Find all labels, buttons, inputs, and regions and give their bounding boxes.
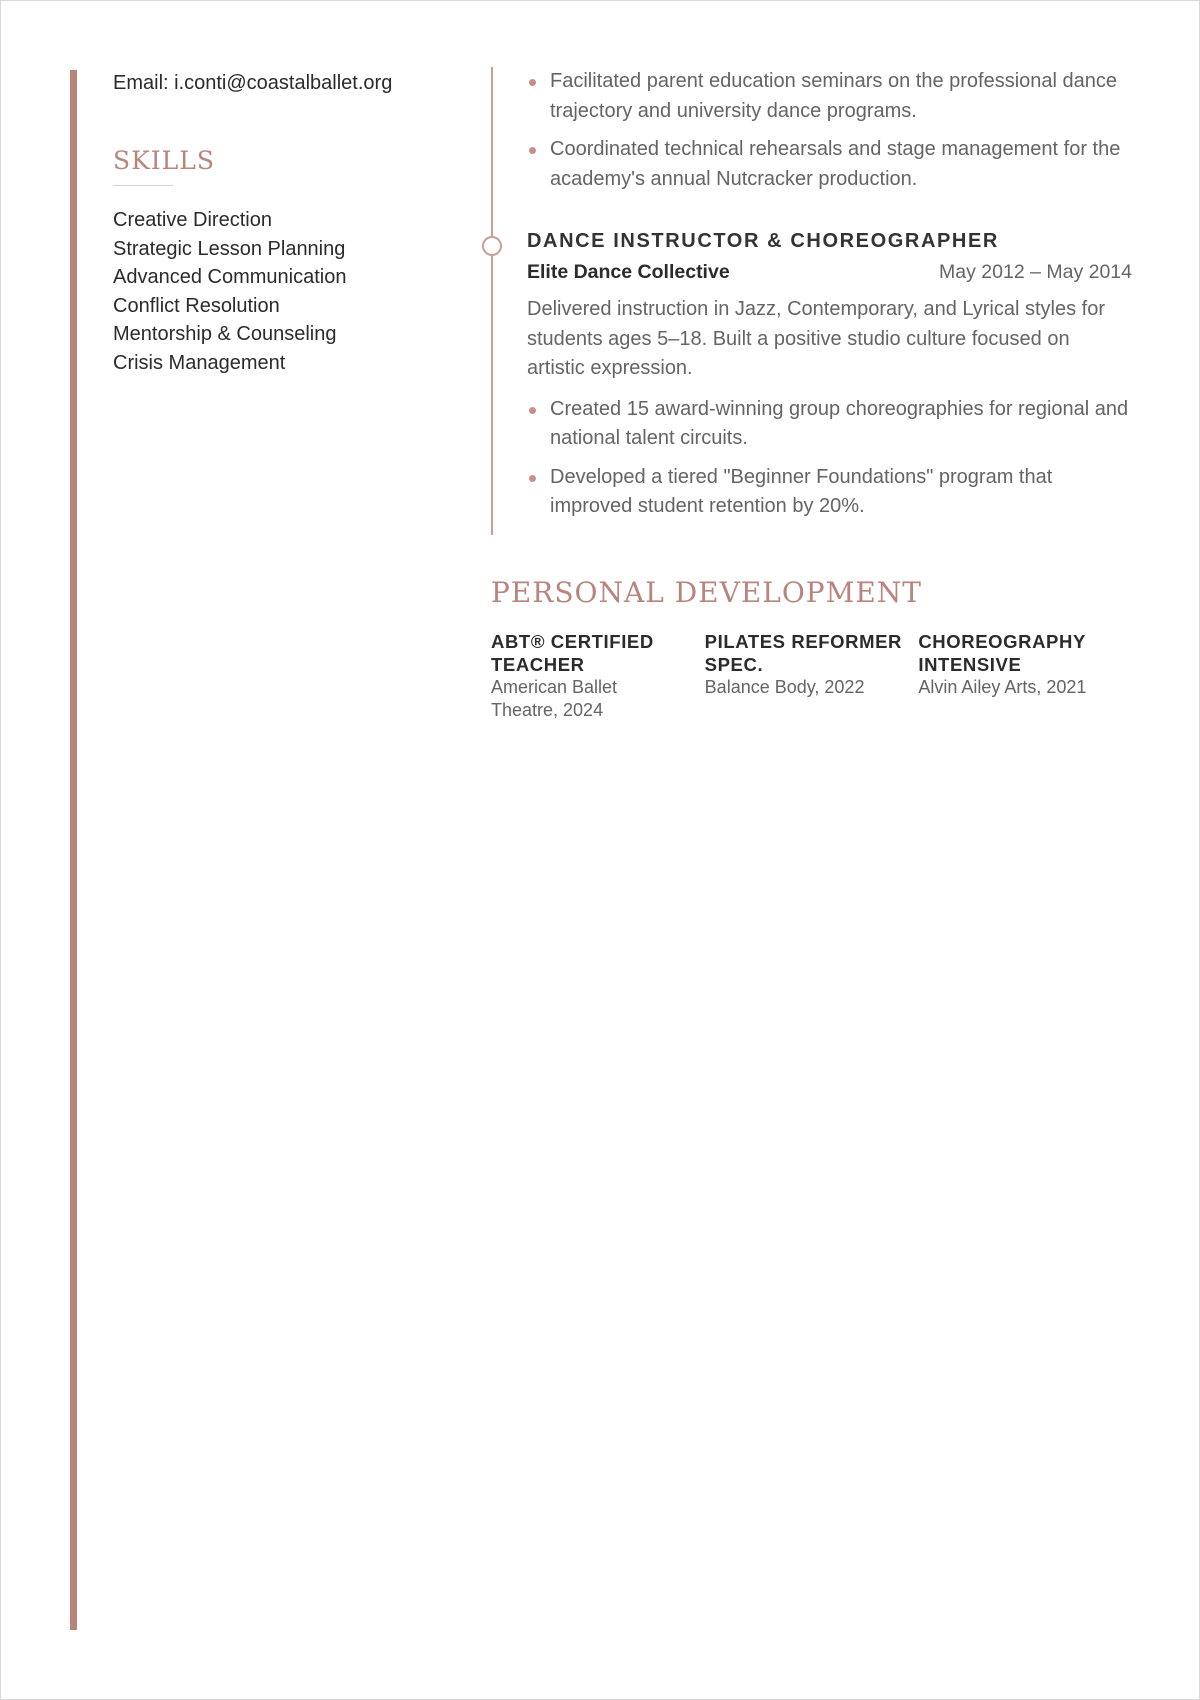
previous-job-bullets xyxy=(527,67,1132,194)
certification xyxy=(705,630,919,722)
timeline-node-icon xyxy=(482,236,502,256)
bullet-text: Facilitated parent education seminars on the professional dance trajectory and university dance programs. xyxy=(550,70,1118,122)
certifications-grid xyxy=(491,630,1132,722)
skill-item: Strategic Lesson Planning xyxy=(113,237,346,260)
bullet-item xyxy=(527,135,1132,194)
bullet-text: Developed a tiered "Beginner Foundations" program that improved student retention by 20%. xyxy=(550,465,1053,517)
certification xyxy=(918,630,1132,722)
bullet-dot-icon xyxy=(529,407,536,414)
skills-list xyxy=(113,206,473,377)
bullet-dot-icon xyxy=(529,79,536,86)
email-line: Email: i.conti@coastalballet.org xyxy=(113,72,393,94)
skill-item: Conflict Resolution xyxy=(113,294,280,317)
skill-item: Creative Direction xyxy=(113,209,272,231)
bullet-dot-icon xyxy=(529,147,536,154)
skill-item: Mentorship & Counseling xyxy=(113,323,337,345)
job-entry xyxy=(527,224,1132,522)
job-dates: May 2012 – May 2014 xyxy=(939,261,1132,283)
bullet-dot-icon xyxy=(529,475,536,482)
company-name: Elite Dance Collective xyxy=(527,261,730,283)
experience-timeline xyxy=(491,67,1132,535)
certification-title: ABT® CERTIFIED TEACHER xyxy=(491,630,654,675)
personal-development-heading: PERSONAL DEVELOPMENT xyxy=(491,575,922,609)
certification-org: Alvin Ailey Arts, 2021 xyxy=(918,676,1087,697)
bullet-item xyxy=(527,67,1132,126)
bullet-item xyxy=(527,395,1132,454)
skill-item: Crisis Management xyxy=(113,351,286,374)
certification xyxy=(491,630,705,722)
main-column xyxy=(491,67,1132,722)
skill-item: Advanced Communication xyxy=(113,266,347,288)
job-meta xyxy=(527,258,1132,286)
bullet-item xyxy=(527,463,1132,522)
bullet-text: Coordinated technical rehearsals and stage management for the academy's annual Nutcracker production. xyxy=(550,138,1121,190)
job-bullets xyxy=(527,395,1132,522)
certification-org: American Ballet Theatre, 2024 xyxy=(491,676,618,720)
sidebar xyxy=(113,67,473,377)
certification-title: CHOREOGRAPHY INTENSIVE xyxy=(918,630,1086,675)
job-description: Delivered instruction in Jazz, Contemporary, and Lyrical styles for students ages 5–18. Built a positive studio culture focused on artistic expression. xyxy=(527,298,1106,379)
skills-underline xyxy=(113,185,173,186)
bullet-text: Created 15 award-winning group choreographies for regional and national talent circuits. xyxy=(550,397,1129,449)
accent-bar xyxy=(70,70,77,1630)
skills-heading: SKILLS xyxy=(113,146,216,175)
job-title: DANCE INSTRUCTOR & CHOREOGRAPHER xyxy=(527,230,999,252)
certification-org: Balance Body, 2022 xyxy=(704,676,865,697)
certification-title: PILATES REFORMER SPEC. xyxy=(704,630,903,675)
